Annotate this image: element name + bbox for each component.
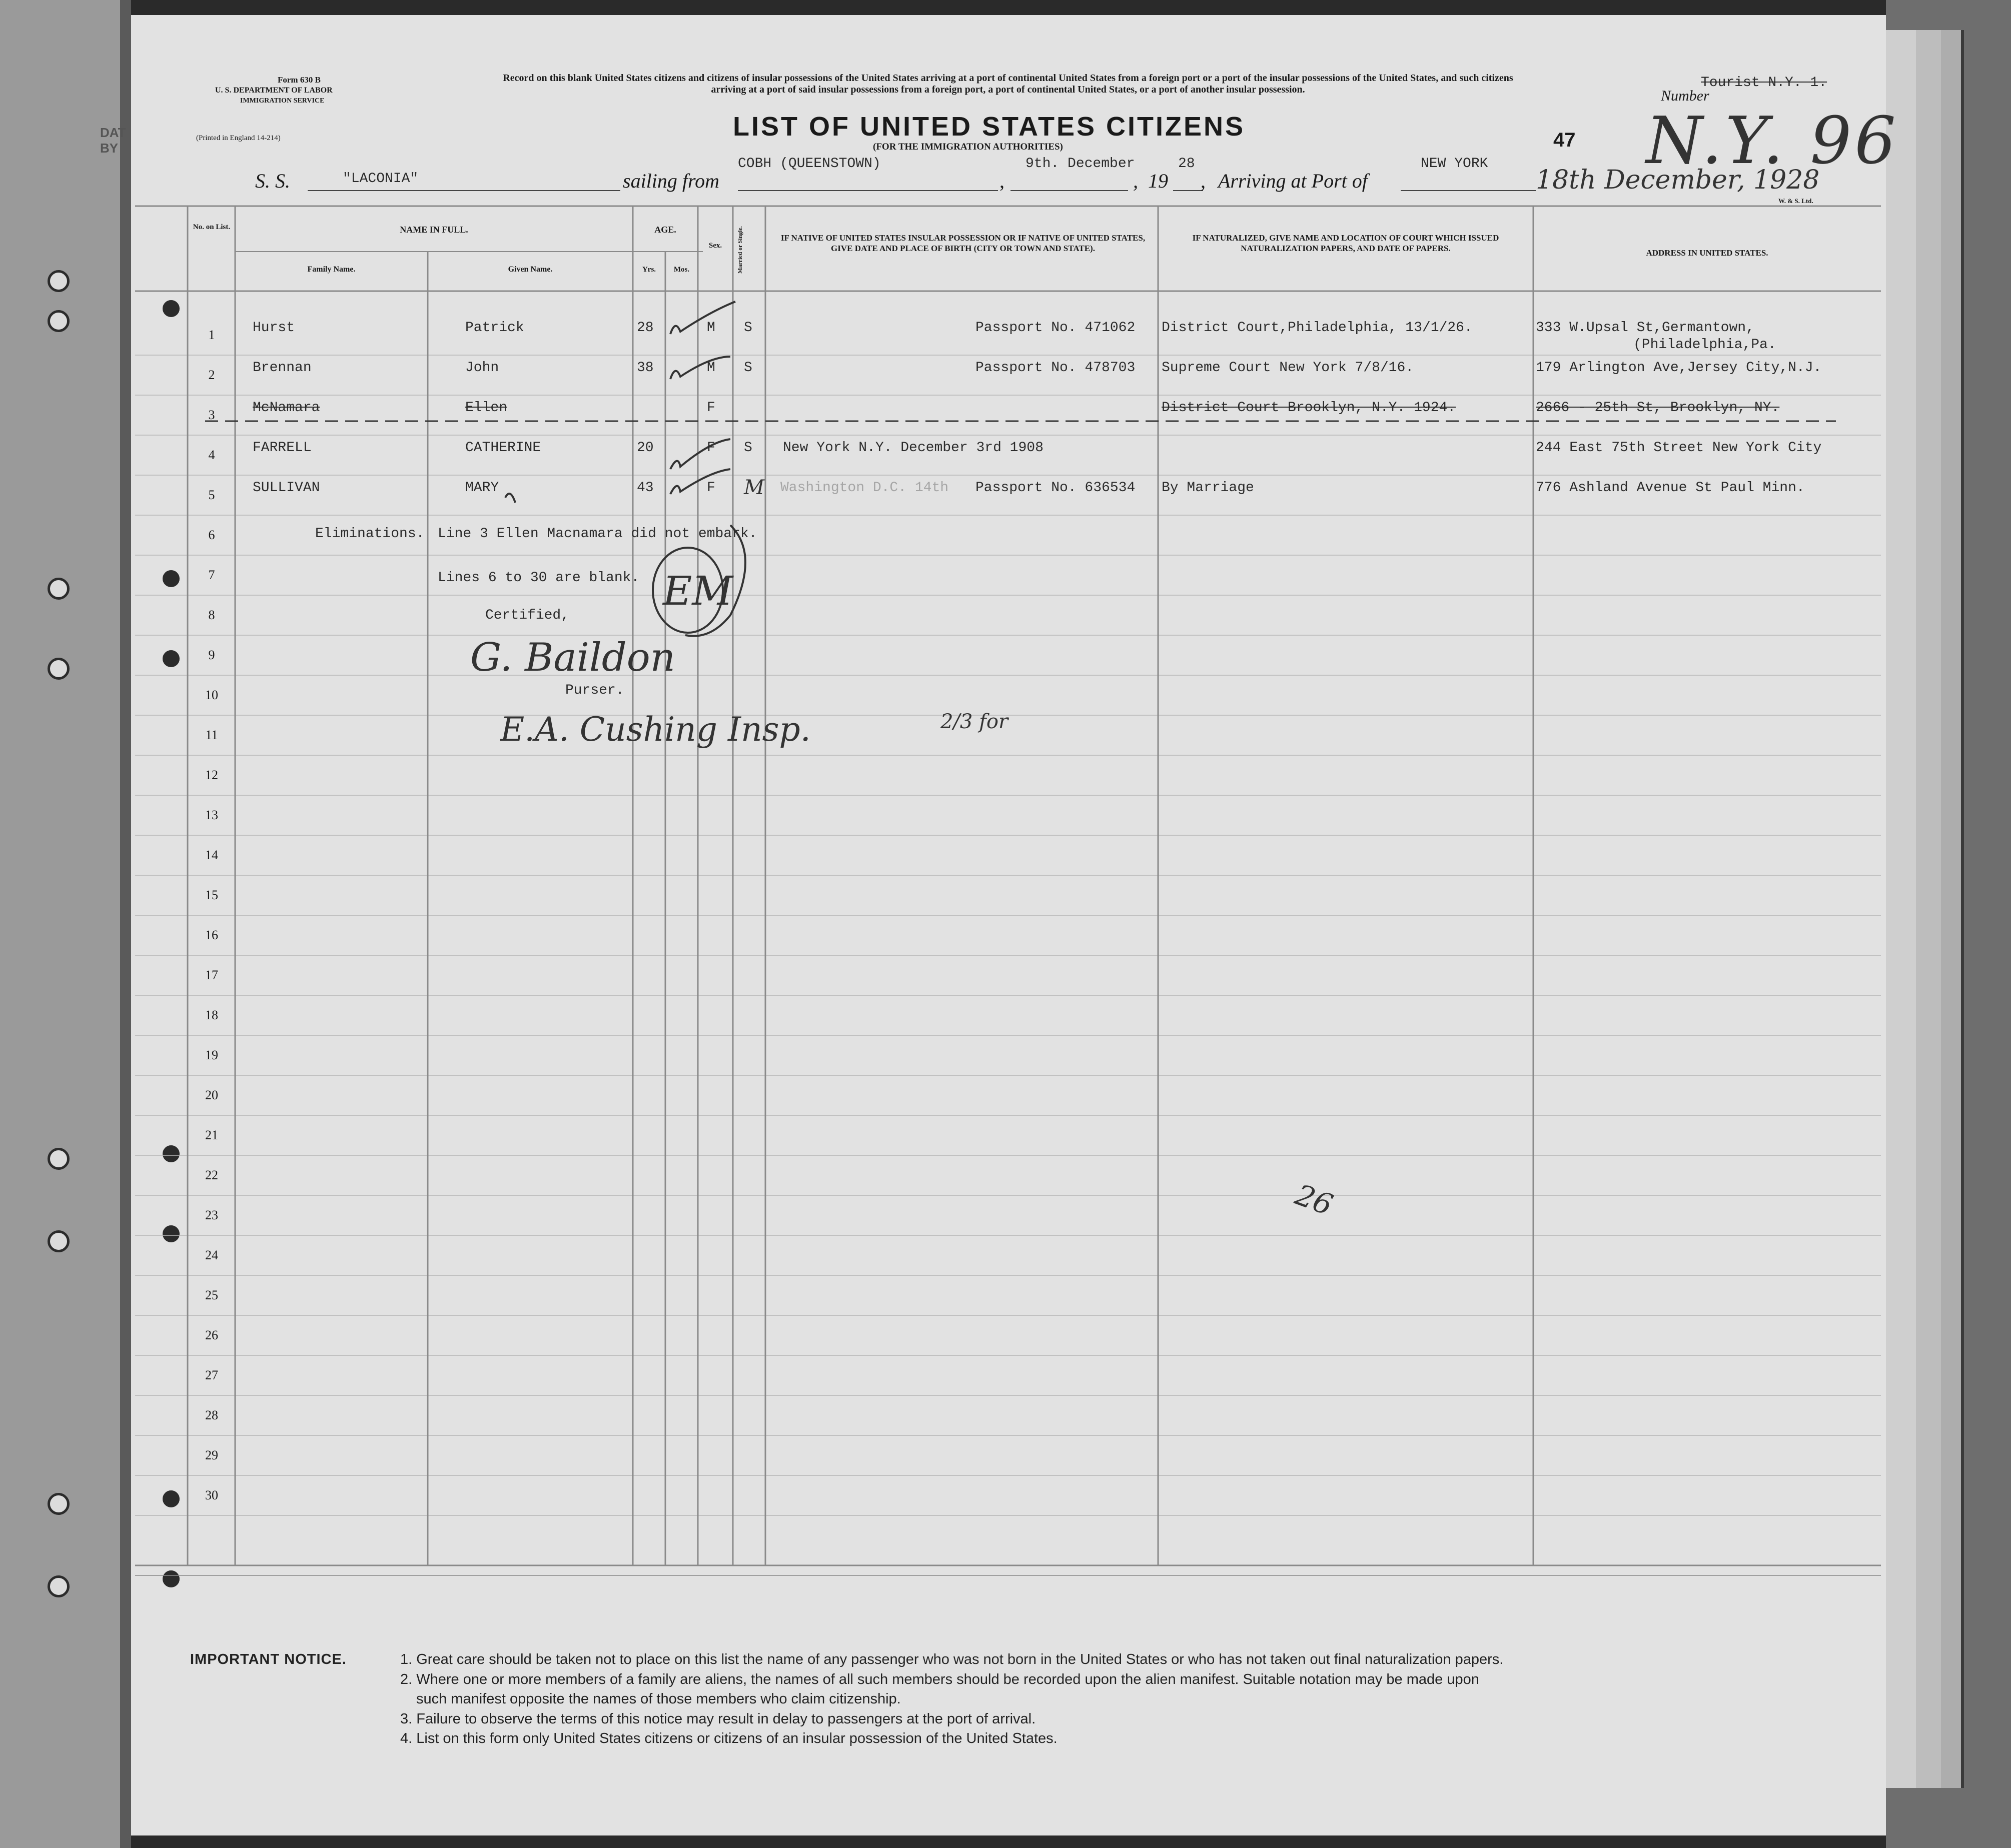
- page-subtitle: (FOR THE IMMIGRATION AUTHORITIES): [873, 142, 1063, 152]
- marital-status: S: [744, 320, 752, 336]
- line-number: 29: [205, 1448, 218, 1462]
- arriving-port: NEW YORK: [1421, 156, 1488, 172]
- line-number: 10: [205, 688, 218, 702]
- line-number: 3: [208, 408, 215, 422]
- birth-faint: Washington D.C. 14th: [780, 480, 949, 496]
- col-family-name: Family Name.: [307, 265, 356, 274]
- family-name: FARRELL: [253, 440, 312, 456]
- us-address: 333 W.Upsal St,Germantown,: [1536, 320, 1754, 336]
- sailing-year: 28: [1178, 156, 1195, 172]
- line-number: 4: [208, 448, 215, 462]
- line-number: 30: [205, 1488, 218, 1502]
- form-number: Form 630 B: [278, 75, 321, 85]
- blank-lines-note: Lines 6 to 30 are blank.: [438, 570, 640, 586]
- col-sex: Sex.: [708, 242, 722, 250]
- inspector-signature: E.A. Cushing Insp.: [500, 710, 811, 749]
- line-number: 9: [208, 648, 215, 662]
- eliminations-label: Eliminations.: [315, 526, 425, 542]
- line-number: 14: [205, 848, 218, 862]
- line-number: 5: [208, 488, 215, 502]
- age-years: 28: [637, 320, 654, 336]
- instructions: Record on this blank United States citizens and citizens of insular possessions of the United States arriving at a port of continental United States from a foreign port or a port of the insular possessions of the United States, and such citizens arriving at a port of said insular possessions from a foreign port, a port of continental United States, or a port of another insular possession.: [503, 73, 1513, 95]
- line-number: 19: [205, 1048, 218, 1062]
- marital-status: S: [744, 360, 752, 376]
- family-name: Hurst: [253, 320, 295, 336]
- line-number: 21: [205, 1128, 218, 1142]
- naturalization-court: By Marriage: [1162, 480, 1254, 496]
- line-number: 28: [205, 1408, 218, 1422]
- naturalization-court: Supreme Court New York 7/8/16.: [1162, 360, 1414, 376]
- notice-item-3: 3. Failure to observe the terms of this notice may result in delay to passengers at the port of arrival.: [400, 1711, 1036, 1727]
- col-age: AGE.: [654, 225, 676, 235]
- given-name: Ellen: [465, 400, 508, 416]
- line-number: 23: [205, 1208, 218, 1222]
- inspector-note: 2/3 for: [940, 710, 1009, 733]
- col-married-single: Married or Single.: [736, 226, 743, 274]
- sex: F: [707, 480, 715, 496]
- purser-label: Purser.: [565, 683, 624, 698]
- family-name: Brennan: [253, 360, 312, 376]
- sex: F: [707, 400, 715, 416]
- family-name: McNamara: [253, 400, 320, 416]
- certified-text: Certified,: [485, 608, 570, 623]
- list-number: 47: [1553, 129, 1576, 151]
- line-number: 7: [208, 568, 215, 582]
- purser-signature: G. Baildon: [470, 635, 675, 680]
- ss-label: S. S.: [255, 170, 290, 192]
- eliminations-text: Line 3 Ellen Macnamara did not embark.: [438, 526, 757, 542]
- line-number: 22: [205, 1168, 218, 1182]
- passport-or-birth: New York N.Y. December 3rd 1908: [783, 440, 1044, 456]
- naturalization-court: District Court Brooklyn, N.Y. 1924.: [1162, 400, 1456, 416]
- col-name-in-full: NAME IN FULL.: [400, 225, 468, 235]
- number-label: Number: [1661, 88, 1709, 104]
- col-yrs: Yrs.: [642, 266, 656, 274]
- sailing-from-port: COBH (QUEENSTOWN): [738, 156, 881, 172]
- arrival-date-handwritten: 18th December, 1928: [1536, 165, 1820, 195]
- line-number: 13: [205, 808, 218, 822]
- sex: M: [707, 320, 715, 336]
- us-address: 776 Ashland Avenue St Paul Minn.: [1536, 480, 1805, 496]
- us-address: 2666 - 25th St, Brooklyn, NY.: [1536, 400, 1780, 416]
- handwritten-list-id: N.Y. 96: [1646, 103, 1899, 179]
- line-number: 15: [205, 888, 218, 902]
- col-address: ADDRESS IN UNITED STATES.: [1646, 248, 1768, 258]
- service: IMMIGRATION SERVICE: [240, 97, 325, 105]
- line-number: 18: [205, 1008, 218, 1022]
- family-name: SULLIVAN: [253, 480, 320, 496]
- age-years: 43: [637, 480, 654, 496]
- line-number: 2: [208, 368, 215, 382]
- given-name: CATHERINE: [465, 440, 541, 456]
- notice-item-4: 4. List on this form only United States citizens or citizens of an insular possession of the United States.: [400, 1730, 1058, 1746]
- year-prefix: 19: [1148, 170, 1168, 192]
- notice-item-2-cont: such manifest opposite the names of those members who claim citizenship.: [416, 1691, 901, 1707]
- given-name: John: [465, 360, 499, 376]
- margin-stamp: DAT BY: [100, 125, 126, 156]
- line-number: 26: [205, 1328, 218, 1342]
- number-value: Tourist N.Y. 1.: [1701, 75, 1827, 91]
- age-years: 20: [637, 440, 654, 456]
- sex: F: [707, 440, 715, 456]
- printer-mark: W. & S. Ltd.: [1778, 197, 1813, 205]
- line-number: 20: [205, 1088, 218, 1102]
- inspector-initials: EM: [663, 568, 733, 614]
- notice-item-2: 2. Where one or more members of a family are aliens, the names of all such members should be recorded upon the alien manifest. Suitable notation may be made upon: [400, 1671, 1479, 1687]
- line-number: 6: [208, 528, 215, 542]
- col-native-birth: IF NATIVE OF UNITED STATES INSULAR POSSESSION OR IF NATIVE OF UNITED STATES, GIVE DATE AND PLACE OF BIRTH (CITY OR TOWN AND STATE).: [780, 233, 1146, 253]
- given-name: MARY: [465, 480, 499, 496]
- marital-status: M: [744, 476, 764, 499]
- passport-or-birth: Passport No. 471062: [975, 320, 1136, 336]
- us-address-cont: (Philadelphia,Pa.: [1633, 337, 1776, 353]
- department: U. S. DEPARTMENT OF LABOR: [215, 86, 333, 95]
- line-number: 12: [205, 768, 218, 782]
- page-title: LIST OF UNITED STATES CITIZENS: [733, 112, 1245, 142]
- line-number: 24: [205, 1248, 218, 1262]
- passport-or-birth: Passport No. 478703: [975, 360, 1136, 376]
- line-number: 17: [205, 968, 218, 982]
- stamp-number: 26: [1291, 1177, 1338, 1222]
- line-number: 1: [208, 328, 215, 342]
- line-number: 16: [205, 928, 218, 942]
- sailing-from-label: sailing from: [623, 170, 719, 192]
- us-address: 179 Arlington Ave,Jersey City,N.J.: [1536, 360, 1822, 376]
- sex: M: [707, 360, 715, 376]
- notice-item-1: 1. Great care should be taken not to place on this list the name of any passenger who was not born in the United States or who has not taken out final naturalization papers.: [400, 1651, 1504, 1667]
- line-number: 11: [205, 728, 218, 742]
- line-number: 27: [205, 1368, 218, 1382]
- passport-or-birth: Passport No. 636534: [975, 480, 1136, 496]
- naturalization-court: District Court,Philadelphia, 13/1/26.: [1162, 320, 1473, 336]
- col-naturalized: IF NATURALIZED, GIVE NAME AND LOCATION OF COURT WHICH ISSUED NATURALIZATION PAPERS, AND DATE OF PAPERS.: [1192, 233, 1499, 253]
- arriving-label: Arriving at Port of: [1218, 170, 1368, 192]
- marital-status: S: [744, 440, 752, 456]
- ship-name: "LACONIA": [343, 171, 419, 187]
- given-name: Patrick: [465, 320, 524, 336]
- line-number: 25: [205, 1288, 218, 1302]
- col-no-on-list: No. on List.: [193, 223, 231, 231]
- notice-heading: IMPORTANT NOTICE.: [190, 1651, 347, 1667]
- col-mos: Mos.: [673, 266, 690, 274]
- col-given-name: Given Name.: [508, 265, 553, 274]
- printed-note: (Printed in England 14-214): [196, 134, 281, 142]
- sailing-date: 9th. December: [1026, 156, 1135, 172]
- us-address: 244 East 75th Street New York City: [1536, 440, 1822, 456]
- line-number: 8: [208, 608, 215, 622]
- age-years: 38: [637, 360, 654, 376]
